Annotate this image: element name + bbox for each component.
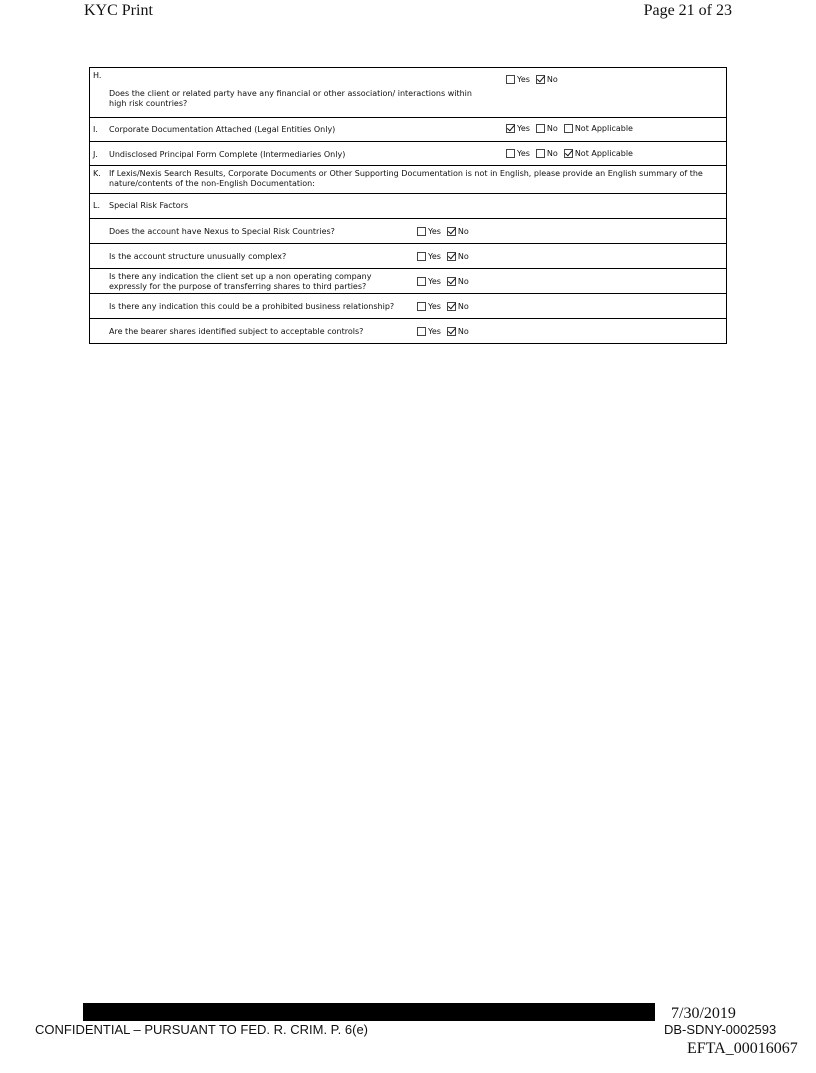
redaction-bar	[83, 1003, 655, 1021]
footer-date: 7/30/2019	[671, 1005, 736, 1022]
no-checkbox[interactable]	[447, 302, 456, 311]
row-k	[90, 165, 726, 193]
row-letter: I.	[93, 125, 98, 134]
yes-no-na-options: Yes No Not Applicable	[506, 149, 639, 158]
yes-checkbox[interactable]	[506, 75, 515, 84]
page-number: Page 21 of 23	[643, 2, 732, 19]
no-checkbox[interactable]	[447, 227, 456, 236]
yes-no-options: Yes No	[417, 302, 475, 311]
yes-checkbox[interactable]	[506, 124, 515, 133]
question-text: Is the account structure unusually complex?	[109, 252, 287, 261]
na-checkbox[interactable]	[564, 149, 573, 158]
yes-no-options: Yes No	[417, 227, 475, 236]
efta-number: EFTA_00016067	[687, 1040, 798, 1057]
row-letter: K.	[93, 169, 101, 178]
na-checkbox[interactable]	[564, 124, 573, 133]
row-text: Corporate Documentation Attached (Legal Entities Only)	[109, 125, 336, 134]
row-text: Special Risk Factors	[109, 201, 189, 210]
no-checkbox[interactable]	[447, 252, 456, 261]
yes-no-options: Yes No	[417, 327, 475, 336]
risk-question-row	[90, 243, 726, 268]
question-text: Does the account have Nexus to Special Risk Countries?	[109, 227, 335, 236]
yes-checkbox[interactable]	[417, 327, 426, 336]
header-title: KYC Print	[84, 2, 153, 19]
question-text: Is there any indication this could be a prohibited business relationship?	[109, 302, 395, 311]
question-text: Is there any indication the client set up a non operating company expressly for the purpose of transferring shares to third parties?	[109, 272, 372, 291]
yes-checkbox[interactable]	[417, 277, 426, 286]
risk-question-row	[90, 318, 726, 343]
risk-question-row	[90, 268, 726, 293]
confidential-notice: CONFIDENTIAL – PURSUANT TO FED. R. CRIM. P. 6(e)	[35, 1022, 369, 1037]
yes-checkbox[interactable]	[417, 302, 426, 311]
row-i	[90, 117, 726, 141]
row-l	[90, 193, 726, 218]
yes-no-na-options: Yes No Not Applicable	[506, 124, 639, 133]
row-letter: J.	[93, 150, 98, 159]
yes-checkbox[interactable]	[506, 149, 515, 158]
yes-checkbox[interactable]	[417, 227, 426, 236]
risk-question-row	[90, 218, 726, 243]
yes-no-options: Yes No	[506, 75, 564, 84]
row-text: If Lexis/Nexis Search Results, Corporate Documents or Other Supporting Documentation is not in English, please provide an English summary of the nature/contents of the non-English Documentation:	[109, 169, 703, 188]
row-j	[90, 141, 726, 165]
no-checkbox[interactable]	[536, 124, 545, 133]
yes-checkbox[interactable]	[417, 252, 426, 261]
no-checkbox[interactable]	[536, 149, 545, 158]
row-text: Undisclosed Principal Form Complete (Intermediaries Only)	[109, 150, 346, 159]
kyc-form-table	[89, 67, 727, 344]
bates-number: DB-SDNY-0002593	[664, 1022, 777, 1037]
row-h	[90, 67, 726, 117]
risk-question-row	[90, 293, 726, 318]
no-checkbox[interactable]	[447, 327, 456, 336]
question-text: Are the bearer shares identified subject to acceptable controls?	[109, 327, 364, 336]
no-checkbox[interactable]	[447, 277, 456, 286]
row-text: Does the client or related party have any financial or other association/ interactions within high risk countries?	[109, 89, 472, 108]
yes-no-options: Yes No	[417, 252, 475, 261]
row-letter: H.	[93, 71, 102, 80]
row-letter: L.	[93, 201, 100, 210]
no-checkbox[interactable]	[536, 75, 545, 84]
yes-no-options: Yes No	[417, 277, 475, 286]
